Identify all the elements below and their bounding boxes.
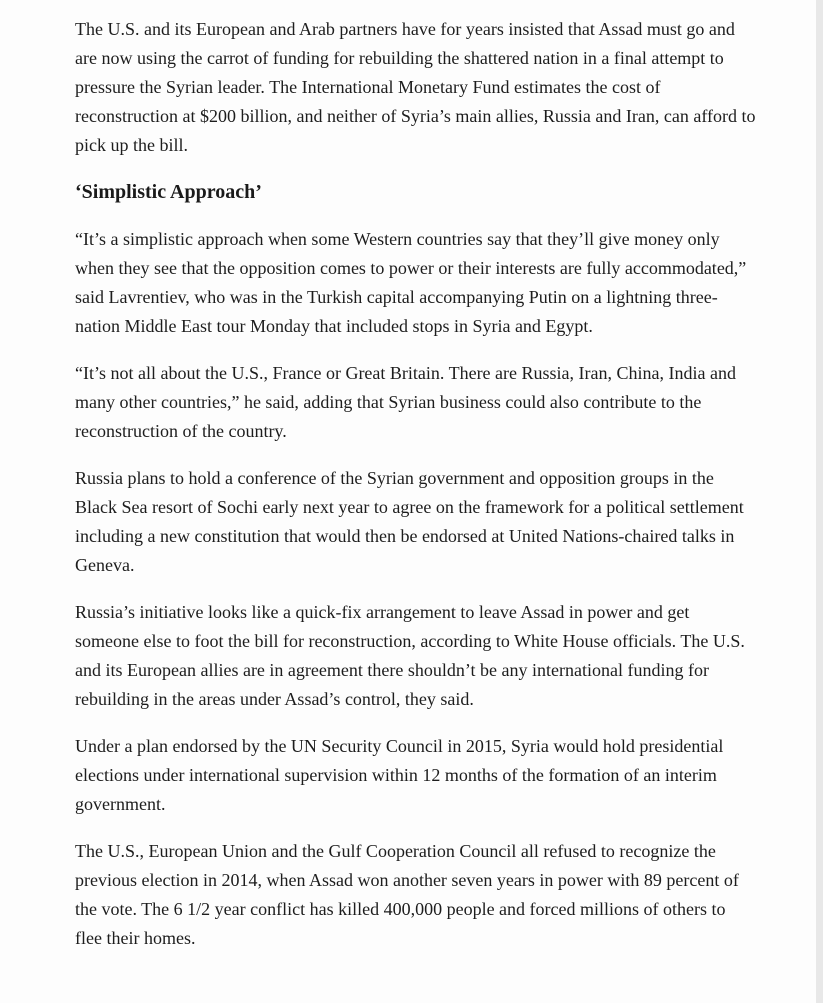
article-paragraph: The U.S. and its European and Arab partners have for years insisted that Assad must go and are now using the carrot of funding for rebuilding the shattered nation in a final attempt to pressure the Syrian leader. The International Monetary Fund estimates the cost of reconstruction at $200 billion, and neither of Syria’s main allies, Russia and Iran, can afford to pick up the bill. <box>75 19 756 155</box>
section-subheading: ‘Simplistic Approach’ <box>75 181 262 203</box>
window-edge <box>816 0 823 1003</box>
article-paragraph: “It’s a simplistic approach when some Western countries say that they’ll give money only when they see that the opposition comes to power or their interests are fully accommodated,” said Lavrentiev, who was in the Turkish capital accompanying Putin on a lightning three-nation Middle East tour Monday that included stops in Syria and Egypt. <box>75 229 747 336</box>
article-paragraph: Russia plans to hold a conference of the Syrian government and opposition groups in the Black Sea resort of Sochi early next year to agree on the framework for a political settlement including a new constitution that would then be endorsed at United Nations-chaired talks in Geneva. <box>75 468 744 575</box>
article-paragraph: The U.S., European Union and the Gulf Cooperation Council all refused to recognize the previous election in 2014, when Assad won another seven years in power with 89 percent of the vote. The 6 1/2 year conflict has killed 400,000 people and forced millions of others to flee their homes. <box>75 841 739 948</box>
article-paragraph: Under a plan endorsed by the UN Security Council in 2015, Syria would hold presidential elections under international supervision within 12 months of the formation of an interim government. <box>75 736 724 814</box>
article-body <box>75 15 756 953</box>
article-paragraph: Russia’s initiative looks like a quick-fix arrangement to leave Assad in power and get someone else to foot the bill for reconstruction, according to White House officials. The U.S. and its European allies are in agreement there shouldn’t be any international funding for rebuilding in the areas under Assad’s control, they said. <box>75 602 745 709</box>
article-paragraph: “It’s not all about the U.S., France or Great Britain. There are Russia, Iran, China, India and many other countries,” he said, adding that Syrian business could also contribute to the reconstruction of the country. <box>75 363 736 441</box>
